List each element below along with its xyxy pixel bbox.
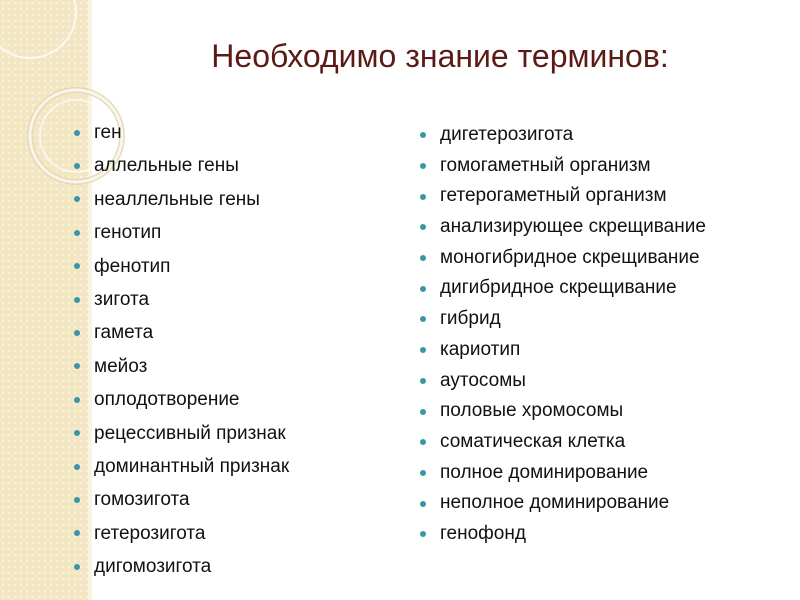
bullet-icon xyxy=(74,330,80,336)
bullet-icon xyxy=(74,263,80,269)
list-item xyxy=(418,181,706,212)
term-text: фенотип xyxy=(94,255,171,277)
bullet-icon xyxy=(74,530,80,536)
list-item xyxy=(418,243,706,274)
term-text: доминантный признак xyxy=(94,455,290,477)
term-text: соматическая клетка xyxy=(440,430,626,452)
term-text: оплодотворение xyxy=(94,389,240,411)
list-item xyxy=(418,519,706,550)
list-item xyxy=(72,383,289,416)
term-text: зигота xyxy=(94,288,150,310)
term-text: неполное доминирование xyxy=(440,492,670,514)
term-text: гибрид xyxy=(440,308,501,330)
bullet-icon xyxy=(420,409,426,415)
bullet-icon xyxy=(420,163,426,169)
list-item xyxy=(418,335,706,366)
slide-title: Необходимо знание терминов: xyxy=(211,38,669,74)
term-text: генофонд xyxy=(440,522,526,544)
bullet-icon xyxy=(74,397,80,403)
bullet-icon xyxy=(74,430,80,436)
list-item xyxy=(418,396,706,427)
term-list-right xyxy=(418,120,706,550)
bullet-icon xyxy=(74,130,80,136)
bullet-icon xyxy=(74,230,80,236)
list-item xyxy=(418,273,706,304)
bullet-icon xyxy=(74,497,80,503)
bullet-icon xyxy=(74,464,80,470)
term-text: гетерогаметный организм xyxy=(440,185,667,207)
bullet-icon xyxy=(420,194,426,200)
list-item xyxy=(418,488,706,519)
term-text: дигибридное скрещивание xyxy=(440,277,677,299)
term-text: неаллельные гены xyxy=(94,188,260,210)
list-item xyxy=(72,216,289,249)
list-item xyxy=(418,458,706,489)
list-item xyxy=(72,417,289,450)
bullet-icon xyxy=(420,132,426,138)
list-item xyxy=(72,350,289,383)
term-text: аллельные гены xyxy=(94,155,239,177)
bullet-icon xyxy=(74,297,80,303)
bullet-icon xyxy=(74,163,80,169)
list-item xyxy=(72,116,289,149)
list-item xyxy=(72,283,289,316)
bullet-icon xyxy=(420,255,426,261)
term-text: гамета xyxy=(94,322,154,344)
bullet-icon xyxy=(420,501,426,507)
term-text: мейоз xyxy=(94,355,148,377)
list-item xyxy=(72,316,289,349)
term-list-left xyxy=(72,116,289,583)
list-item xyxy=(72,517,289,550)
list-item xyxy=(72,450,289,483)
list-item xyxy=(418,212,706,243)
list-item xyxy=(72,483,289,516)
term-text: аутосомы xyxy=(440,369,526,391)
list-item xyxy=(72,250,289,283)
bullet-icon xyxy=(420,347,426,353)
bullet-icon xyxy=(74,564,80,570)
bullet-icon xyxy=(420,224,426,230)
decorative-ring-top xyxy=(0,0,76,58)
bullet-icon xyxy=(420,439,426,445)
bullet-icon xyxy=(74,363,80,369)
term-text: дигомозигота xyxy=(94,556,212,578)
term-text: полное доминирование xyxy=(440,461,649,483)
bullet-icon xyxy=(74,196,80,202)
bullet-icon xyxy=(420,316,426,322)
term-text: гомогаметный организм xyxy=(440,154,651,176)
bullet-icon xyxy=(420,470,426,476)
term-text: генотип xyxy=(94,222,162,244)
term-text: ген xyxy=(94,122,122,143)
list-item xyxy=(418,151,706,182)
term-text: моногибридное скрещивание xyxy=(440,246,700,268)
list-item xyxy=(72,550,289,583)
bullet-icon xyxy=(420,378,426,384)
term-text: дигетерозигота xyxy=(440,124,574,145)
list-item xyxy=(418,120,706,151)
list-item xyxy=(418,366,706,397)
term-text: половые хромосомы xyxy=(440,400,624,422)
term-text: гетерозигота xyxy=(94,522,206,544)
term-text: кариотип xyxy=(440,338,521,360)
list-item xyxy=(72,149,289,182)
list-item xyxy=(418,304,706,335)
term-text: гомозигота xyxy=(94,489,190,511)
term-text: рецессивный признак xyxy=(94,422,286,444)
bullet-icon xyxy=(420,531,426,537)
list-item xyxy=(418,427,706,458)
term-text: анализирующее скрещивание xyxy=(440,216,706,238)
bullet-icon xyxy=(420,286,426,292)
list-item xyxy=(72,183,289,216)
